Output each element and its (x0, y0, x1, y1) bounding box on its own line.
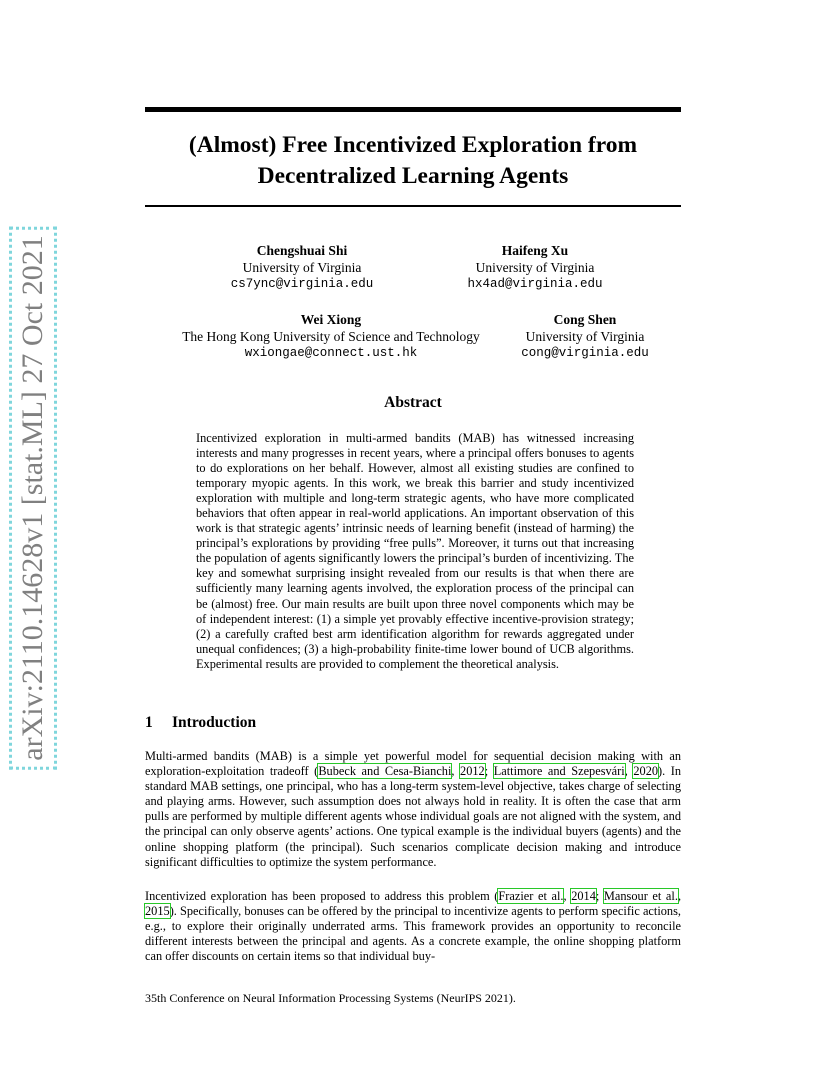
title-rule-bottom (145, 205, 681, 207)
citation-separator: ; (484, 764, 494, 779)
citation-separator: , (451, 764, 461, 779)
paper-title (145, 130, 681, 192)
paragraph-text: Incentivized exploration has been proposed to address this problem ( (145, 889, 499, 903)
author-name: Wei Xiong (300, 312, 362, 327)
paragraph-text: ). Specifically, bonuses can be offered by the principal to incentivize agents to perform specific actions, e.g., to explore their originally underrated arms. This framework provides an opportunity to reconcile different interests between the principal and agents. As a concrete example, the online shopping platform can offer discounts on certain items so that individual buy- (145, 904, 681, 964)
author-block (212, 242, 392, 293)
title-line-1: (Almost) Free Incentivized Exploration from (188, 132, 638, 158)
intro-paragraph-1 (145, 749, 681, 870)
citation-link[interactable]: Lattimore and Szepesvári (493, 764, 625, 779)
author-block (170, 311, 492, 362)
author-name: Cong Shen (553, 312, 617, 327)
author-block (515, 311, 655, 362)
citation-link[interactable]: Mansour et al. (603, 889, 678, 903)
author-email[interactable]: cs7ync@virginia.edu (230, 277, 374, 291)
citation-year-link[interactable]: 2020 (633, 764, 659, 779)
title-line-2: Decentralized Learning Agents (257, 163, 569, 189)
citation-year-link[interactable]: 2012 (460, 764, 485, 779)
intro-paragraph-2 (145, 889, 681, 964)
citation-separator: , (677, 889, 682, 903)
author-email[interactable]: cong@virginia.edu (521, 346, 649, 360)
citation-link[interactable]: Bubeck and Cesa-Bianchi (318, 764, 452, 779)
author-affiliation: University of Virginia (475, 260, 595, 275)
citation-separator: ; (595, 889, 604, 903)
author-email[interactable]: wxiongae@connect.ust.hk (244, 346, 418, 360)
section-title: Introduction (172, 714, 257, 731)
paragraph-text: Multi-armed bandits (MAB) is a simple yet powerful model for sequential decision making with an exploration-exploitation tradeoff ( (145, 749, 681, 779)
author-name: Chengshuai Shi (256, 243, 348, 258)
author-email[interactable]: hx4ad@virginia.edu (467, 277, 603, 291)
paragraph-text: ). In standard MAB settings, one principal, who has a long-term system-level objective, takes charge of selecting and playing arms. However, such assumption does not always hold in reality. It is often the case that arm pulls are performed by multiple different agents whose individual goals are not aligned with the system, and the principal can only observe agents’ actions. One typical example is the individual buyers (agents) and the online shopping platform (the principal). Such scenarios complicate decision making and introduce significant difficulties to optimize the system performance. (145, 764, 682, 869)
citation-separator: , (624, 764, 634, 779)
abstract-heading: Abstract (384, 394, 442, 411)
author-affiliation: University of Virginia (525, 329, 645, 344)
conference-footer: 35th Conference on Neural Information Processing Systems (NeurIPS 2021). (145, 991, 516, 1005)
author-affiliation: University of Virginia (242, 260, 362, 275)
author-affiliation: The Hong Kong University of Science and Technology (182, 329, 480, 344)
abstract-body: Incentivized exploration in multi-armed bandits (MAB) has witnessed increasing interests and many progresses in recent years, where a principal offers bonuses to agents to do explorations on her behalf. However, almost all existing studies are confined to temporary myopic agents. In this work, we break this barrier and study incentivized exploration with multiple and long-term strategic agents, who have more complicated behaviors that often appear in real-world applications. An important observation of this work is that strategic agents’ intrinsic needs of learning benefit (instead of harming) the principal’s explorations by providing “free pulls”. Moreover, it turns out that increasing the population of agents significantly lowers the principal’s burden of incentivizing. The key and somewhat surprising insight revealed from our results is that when there are sufficiently many learning agents involved, the exploration process of the principal can be (almost) free. Our main results are built upon three novel components which may be of independent interest: (1) a simple yet provably effective incentive-provision strategy; (2) a carefully crafted best arm identification algorithm for rewards aggregated under unequal confidences; (3) a high-probability finite-time lower bound of UCB algorithms. Experimental results are provided to complement the theoretical analysis. (196, 431, 634, 671)
arxiv-identifier-text: arXiv:2110.14628v1 [stat.ML] 27 Oct 2021 (9, 226, 57, 769)
citation-separator: , (563, 889, 572, 903)
citation-year-link[interactable]: 2015 (145, 904, 170, 919)
citation-year-link[interactable]: 2014 (571, 889, 596, 903)
section-heading (145, 714, 256, 732)
section-number: 1 (145, 714, 153, 731)
citation-link[interactable]: Frazier et al. (498, 889, 564, 903)
arxiv-identifier-stamp[interactable] (10, 234, 56, 761)
title-rule-top (145, 107, 681, 112)
author-name: Haifeng Xu (501, 243, 569, 258)
author-block (440, 242, 630, 293)
